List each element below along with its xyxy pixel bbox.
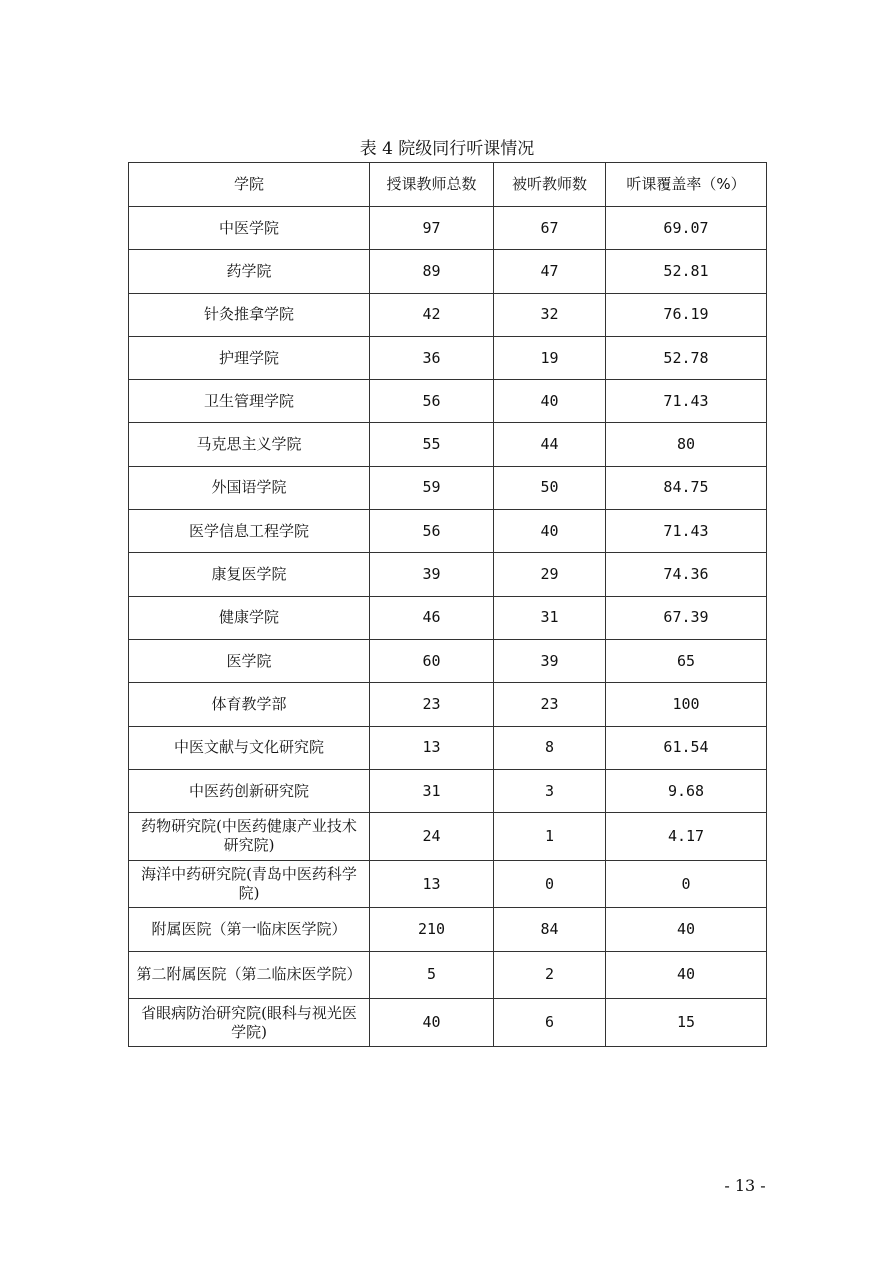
- cell-total: 39: [370, 553, 494, 596]
- cell-observed: 32: [494, 293, 606, 336]
- cell-college: 第二附属医院（第二临床医学院）: [129, 951, 370, 999]
- cell-observed: 29: [494, 553, 606, 596]
- peer-observation-table: [128, 162, 767, 1047]
- cell-observed: 47: [494, 250, 606, 293]
- cell-total: 13: [370, 726, 494, 769]
- cell-rate: 71.43: [606, 380, 767, 423]
- cell-total: 56: [370, 380, 494, 423]
- cell-college: 中医文献与文化研究院: [129, 726, 370, 769]
- cell-rate: 67.39: [606, 596, 767, 639]
- cell-observed: 67: [494, 207, 606, 250]
- cell-rate: 4.17: [606, 813, 767, 861]
- cell-observed: 50: [494, 466, 606, 509]
- cell-rate: 71.43: [606, 510, 767, 553]
- table-row: [129, 510, 767, 553]
- cell-total: 59: [370, 466, 494, 509]
- table-row: [129, 639, 767, 682]
- table-row: [129, 380, 767, 423]
- table-row: [129, 466, 767, 509]
- table-row: [129, 207, 767, 250]
- cell-observed: 3: [494, 769, 606, 812]
- cell-rate: 40: [606, 951, 767, 999]
- cell-rate: 15: [606, 999, 767, 1047]
- cell-total: 42: [370, 293, 494, 336]
- cell-observed: 2: [494, 951, 606, 999]
- cell-college: 护理学院: [129, 336, 370, 379]
- cell-college: 医学院: [129, 639, 370, 682]
- cell-total: 60: [370, 639, 494, 682]
- cell-college: 卫生管理学院: [129, 380, 370, 423]
- cell-college: 附属医院（第一临床医学院）: [129, 908, 370, 951]
- cell-observed: 23: [494, 683, 606, 726]
- cell-observed: 39: [494, 639, 606, 682]
- table-row: [129, 860, 767, 908]
- cell-total: 89: [370, 250, 494, 293]
- cell-college: 健康学院: [129, 596, 370, 639]
- cell-rate: 65: [606, 639, 767, 682]
- cell-observed: 0: [494, 860, 606, 908]
- cell-college: 中医学院: [129, 207, 370, 250]
- table-row: [129, 553, 767, 596]
- cell-rate: 69.07: [606, 207, 767, 250]
- table-row: [129, 683, 767, 726]
- cell-rate: 84.75: [606, 466, 767, 509]
- table-row: [129, 813, 767, 861]
- cell-rate: 76.19: [606, 293, 767, 336]
- cell-total: 36: [370, 336, 494, 379]
- table-row: [129, 250, 767, 293]
- table-header-row: [129, 163, 767, 207]
- cell-total: 97: [370, 207, 494, 250]
- cell-rate: 9.68: [606, 769, 767, 812]
- cell-rate: 0: [606, 860, 767, 908]
- cell-total: 31: [370, 769, 494, 812]
- cell-observed: 31: [494, 596, 606, 639]
- cell-college: 医学信息工程学院: [129, 510, 370, 553]
- cell-total: 210: [370, 908, 494, 951]
- cell-college: 药学院: [129, 250, 370, 293]
- cell-college: 省眼病防治研究院(眼科与视光医学院): [129, 999, 370, 1047]
- cell-total: 46: [370, 596, 494, 639]
- header-total-teachers: 授课教师总数: [370, 163, 494, 207]
- cell-rate: 52.78: [606, 336, 767, 379]
- header-coverage-rate: 听课覆盖率（%）: [606, 163, 767, 207]
- cell-observed: 40: [494, 510, 606, 553]
- cell-total: 24: [370, 813, 494, 861]
- cell-observed: 44: [494, 423, 606, 466]
- cell-college: 外国语学院: [129, 466, 370, 509]
- cell-observed: 1: [494, 813, 606, 861]
- table-row: [129, 999, 767, 1047]
- cell-total: 13: [370, 860, 494, 908]
- table-row: [129, 769, 767, 812]
- cell-observed: 84: [494, 908, 606, 951]
- cell-rate: 52.81: [606, 250, 767, 293]
- cell-college: 海洋中药研究院(青岛中医药科学院): [129, 860, 370, 908]
- cell-college: 针灸推拿学院: [129, 293, 370, 336]
- cell-observed: 8: [494, 726, 606, 769]
- cell-rate: 80: [606, 423, 767, 466]
- table-row: [129, 951, 767, 999]
- table-row: [129, 336, 767, 379]
- cell-total: 23: [370, 683, 494, 726]
- cell-rate: 100: [606, 683, 767, 726]
- cell-total: 40: [370, 999, 494, 1047]
- table-row: [129, 908, 767, 951]
- cell-rate: 61.54: [606, 726, 767, 769]
- cell-college: 马克思主义学院: [129, 423, 370, 466]
- table-row: [129, 293, 767, 336]
- cell-college: 康复医学院: [129, 553, 370, 596]
- header-observed-teachers: 被听教师数: [494, 163, 606, 207]
- cell-college: 体育教学部: [129, 683, 370, 726]
- table-caption: 表 4 院级同行听课情况: [359, 139, 535, 159]
- cell-total: 5: [370, 951, 494, 999]
- table-row: [129, 596, 767, 639]
- cell-total: 55: [370, 423, 494, 466]
- cell-rate: 40: [606, 908, 767, 951]
- table-row: [129, 423, 767, 466]
- cell-college: 中医药创新研究院: [129, 769, 370, 812]
- cell-observed: 19: [494, 336, 606, 379]
- page-number: - 13 -: [724, 1176, 766, 1195]
- table-row: [129, 726, 767, 769]
- cell-college: 药物研究院(中医药健康产业技术研究院): [129, 813, 370, 861]
- cell-rate: 74.36: [606, 553, 767, 596]
- cell-observed: 6: [494, 999, 606, 1047]
- header-college: 学院: [129, 163, 370, 207]
- cell-observed: 40: [494, 380, 606, 423]
- cell-total: 56: [370, 510, 494, 553]
